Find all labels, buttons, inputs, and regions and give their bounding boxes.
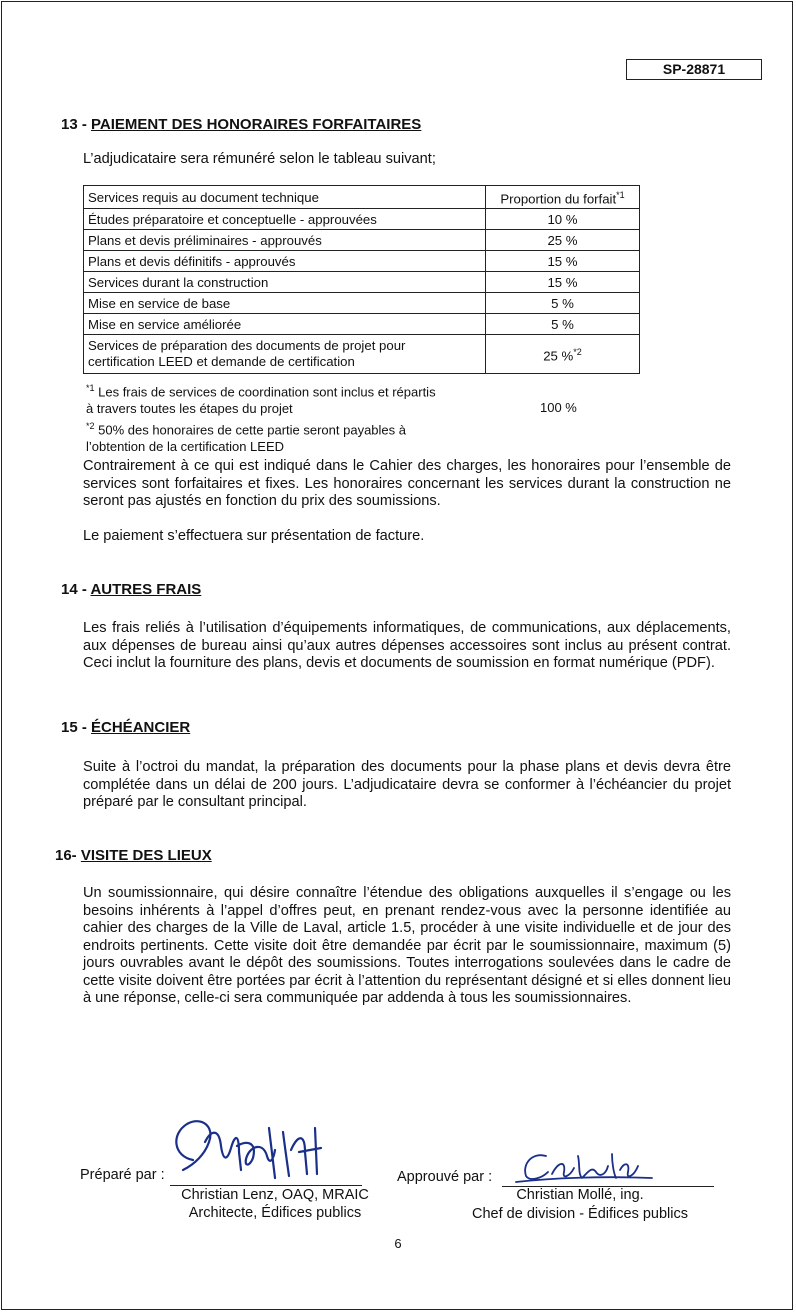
section-16-title: VISITE DES LIEUX: [80, 847, 212, 864]
table-row: [84, 272, 640, 293]
table-row: [84, 209, 640, 230]
section-13-intro: L’adjudicataire sera rémunéré selon le tableau suivant;: [83, 151, 436, 167]
table-cell-proportion: 10 %: [486, 209, 640, 230]
section-14-number: 14 -: [61, 581, 91, 598]
table-cell-service: Mise en service améliorée: [84, 314, 486, 335]
leed-service-line-2: certification LEED et demande de certification: [88, 354, 355, 370]
section-13-paragraph-1: Contrairement à ce qui est indiqué dans le Cahier des charges, les honoraires pour l’ensemble de services sont forfaitaires et fixes. Les honoraires concernant les services durant la construction ne seront pas ajustés en fonction du prix des soumissions.: [83, 458, 731, 509]
table-row: [84, 293, 640, 314]
table-cell-proportion: 25 %$^{*2}$: [486, 335, 640, 374]
table-row: [84, 335, 640, 374]
page-number: 6: [394, 1236, 402, 1251]
section-15-heading: [61, 719, 190, 736]
table-row: [84, 251, 640, 272]
table-cell-service: [84, 335, 486, 374]
section-14-paragraph: Les frais reliés à l’utilisation d’équipements informatiques, de communications, aux déplacements, aux dépenses de bureau ainsi qu’aux autres dépenses accessoires sont inclus au présent contrat. Ceci inclut la fourniture des plans, devis et documents de soumission en format numérique (PDF).: [83, 620, 731, 671]
table-header-proportion: Proportion du forfait$^{*1}$: [486, 186, 640, 209]
footnote-ref-2: *2: [573, 347, 582, 358]
document-reference: SP-28871: [626, 59, 762, 80]
section-15-paragraph: Suite à l’octroi du mandat, la préparation des documents pour la phase plans et devis devra être complétée dans un délai de 200 jours. L’adjudicataire devra se conformer à l’échéancier du projet préparé par le consultant principal.: [83, 759, 731, 810]
section-15-number: 15 -: [61, 719, 92, 736]
approved-by-name: Christian Mollé, ing.: [516, 1187, 644, 1203]
fees-table: [83, 185, 640, 374]
table-header-row: [84, 186, 640, 209]
prepared-by-title: Architecte, Édifices publics: [188, 1205, 362, 1221]
section-16-number: 16-: [55, 847, 81, 864]
section-13-heading: [61, 116, 421, 133]
table-cell-service: Plans et devis préliminaires - approuvés: [84, 230, 486, 251]
footnote-ref-1: *1: [616, 190, 625, 200]
table-cell-service: Mise en service de base: [84, 293, 486, 314]
table-cell-service: Études préparatoire et conceptuelle - approuvées: [84, 209, 486, 230]
prepared-by-name: Christian Lenz, OAQ, MRAIC: [181, 1187, 369, 1203]
prepared-by-signature: [165, 1112, 330, 1187]
section-13-number: 13 -: [61, 116, 92, 133]
leed-service-line-1: Services de préparation des documents de projet pour: [88, 338, 406, 354]
section-13-title: PAIEMENT DES HONORAIRES FORFAITAIRES: [91, 116, 422, 133]
section-13-paragraph-2: Le paiement s’effectuera sur présentation de facture.: [83, 528, 425, 544]
table-cell-proportion: 25 %: [486, 230, 640, 251]
section-16-heading: [55, 847, 212, 864]
approved-by-title: Chef de division - Édifices publics: [472, 1206, 688, 1222]
table-header-service: Services requis au document technique: [84, 186, 486, 209]
footnote-1: $^{*1}$ Les frais de services de coordination sont inclus et répartis à travers toutes les étapes du projet: [86, 383, 436, 417]
table-row: [84, 314, 640, 335]
prepared-by-label: Préparé par :: [80, 1167, 165, 1183]
table-cell-service: Plans et devis définitifs - approuvés: [84, 251, 486, 272]
section-16-paragraph: Un soumissionnaire, qui désire connaître l’étendue des obligations auxquelles il s’engage ou les besoins inhérents à l’appel d’offres peut, en prenant rendez-vous avec la personne identifiée au cahier des charges de la Ville de Laval, article 1.5, procéder à une visite individuelle et de jour des endroits pertinents. Cette visite doit être demandée par écrit par le soumissionnaire, maximum (5) jours ouvrables avant le dépôt des soumissions. Toutes interrogations soulevées dans le cadre de cette visite doivent être portées par écrit à l’attention du représentant désigné et si elles donnent lieu à une réponse, celle-ci sera communiquée par addenda à tous les soumissionnaires.: [83, 885, 731, 1006]
section-15-title: ÉCHÉANCIER: [91, 719, 191, 736]
table-cell-proportion: 5 %: [486, 293, 640, 314]
total-percentage: 100 %: [540, 400, 577, 415]
table-cell-proportion: 15 %: [486, 272, 640, 293]
approved-by-signature: [512, 1148, 662, 1188]
section-14-heading: [61, 581, 201, 598]
table-cell-proportion: 5 %: [486, 314, 640, 335]
approved-by-label: Approuvé par :: [397, 1169, 493, 1185]
footnote-2: $^{*2}$ 50% des honoraires de cette partie seront payables à l’obtention de la certification LEED: [86, 421, 406, 455]
table-cell-service: Services durant la construction: [84, 272, 486, 293]
table-row: [84, 230, 640, 251]
table-cell-proportion: 15 %: [486, 251, 640, 272]
section-14-title: AUTRES FRAIS: [90, 581, 202, 598]
